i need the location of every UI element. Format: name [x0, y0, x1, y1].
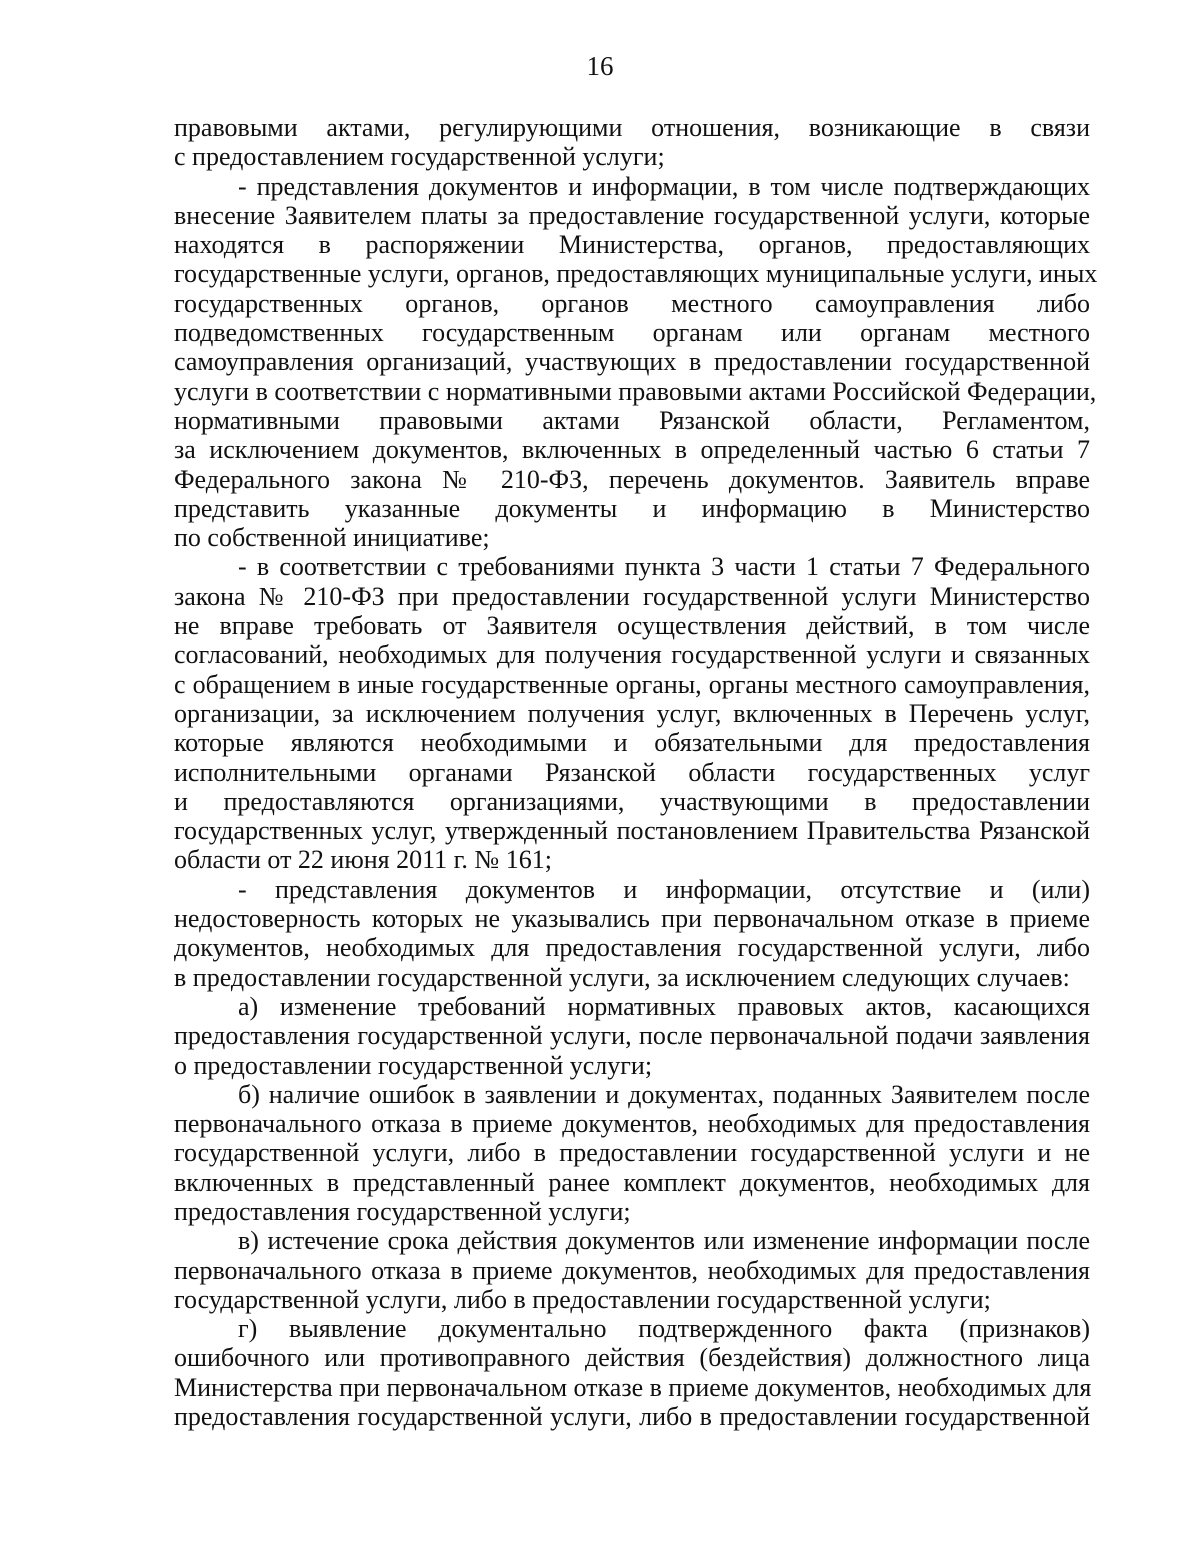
- paragraph: [174, 1226, 1090, 1314]
- text-line: предоставления государственной услуги, после первоначальной подачи заявления: [174, 1021, 1090, 1051]
- text-line: ошибочного или противоправного действия (бездействия) должностного лица: [174, 1343, 1090, 1373]
- paragraph: [174, 1080, 1090, 1226]
- text-line: предоставления государственной услуги;: [174, 1196, 631, 1226]
- text-line: самоуправления организаций, участвующих в предоставлении государственной: [174, 347, 1090, 377]
- text-line: - представления документов и информации, отсутствие и (или): [238, 874, 1090, 904]
- text-line: государственной услуги, либо в предоставлении государственной услуги и не: [174, 1138, 1090, 1168]
- text-line: б) наличие ошибок в заявлении и документах, поданных Заявителем после: [238, 1079, 1090, 1109]
- text-line: государственных услуг, утвержденный постановлением Правительства Рязанской: [174, 816, 1090, 846]
- document-body: [174, 113, 1098, 1432]
- text-line: первоначального отказа в приеме документов, необходимых для предоставления: [174, 1109, 1090, 1139]
- text-line: услуги в соответствии с нормативными правовыми актами Российской Федерации,: [174, 376, 1097, 406]
- page-number: 16: [586, 51, 614, 81]
- text-line: в) истечение срока действия документов или изменение информации после: [238, 1226, 1090, 1256]
- text-line: по собственной инициативе;: [174, 523, 490, 553]
- text-line: г) выявление документально подтвержденного факта (признаков): [238, 1314, 1090, 1344]
- text-line: и предоставляются организациями, участвующими в предоставлении: [174, 786, 1090, 816]
- text-line: правовыми актами, регулирующими отношения, возникающие в связи: [174, 113, 1090, 142]
- text-line: внесение Заявителем платы за предоставление государственной услуги, которые: [174, 200, 1090, 230]
- text-line: - представления документов и информации, в том числе подтверждающих: [238, 171, 1090, 201]
- paragraph: [174, 552, 1090, 874]
- text-line: Федерального закона № 210-ФЗ, перечень документов. Заявитель вправе: [174, 464, 1090, 494]
- paragraph: [174, 992, 1090, 1080]
- text-line: о предоставлении государственной услуги;: [174, 1050, 653, 1080]
- text-line: находятся в распоряжении Министерства, органов, предоставляющих: [174, 230, 1090, 260]
- text-line: за исключением документов, включенных в определенный частью 6 статьи 7: [174, 435, 1090, 465]
- text-line: включенных в представленный ранее комплект документов, необходимых для: [174, 1167, 1090, 1197]
- text-line: - в соответствии с требованиями пункта 3 части 1 статьи 7 Федерального: [238, 552, 1090, 582]
- text-line: представить указанные документы и информацию в Министерство: [174, 493, 1090, 523]
- text-line: подведомственных государственным органам или органам местного: [174, 318, 1090, 348]
- text-line: организации, за исключением получения услуг, включенных в Перечень услуг,: [174, 698, 1090, 728]
- paragraph: [174, 875, 1090, 992]
- text-line: с предоставлением государственной услуги;: [174, 142, 665, 172]
- text-line: нормативными правовыми актами Рязанской области, Регламентом,: [174, 405, 1090, 435]
- text-line: согласований, необходимых для получения государственной услуги и связанных: [174, 640, 1090, 670]
- text-line: предоставления государственной услуги, либо в предоставлении государственной: [174, 1402, 1090, 1432]
- paragraph: [174, 113, 1090, 172]
- text-line: Министерства при первоначальном отказе в приеме документов, необходимых для: [174, 1372, 1092, 1402]
- text-line: государственных органов, органов местного самоуправления либо: [174, 288, 1090, 318]
- text-line: а) изменение требований нормативных правовых актов, касающихся: [238, 991, 1090, 1021]
- text-line: области от 22 июня 2011 г. № 161;: [174, 845, 552, 875]
- paragraph: [174, 1314, 1090, 1431]
- text-line: государственной услуги, либо в предоставлении государственной услуги;: [174, 1284, 991, 1314]
- paragraph: [174, 171, 1098, 553]
- text-line: исполнительными органами Рязанской области государственных услуг: [174, 757, 1090, 787]
- text-line: государственные услуги, органов, предоставляющих муниципальные услуги, иных: [174, 259, 1098, 289]
- text-line: закона № 210-ФЗ при предоставлении государственной услуги Министерство: [174, 581, 1090, 611]
- text-line: первоначального отказа в приеме документов, необходимых для предоставления: [174, 1255, 1090, 1285]
- text-line: в предоставлении государственной услуги, за исключением следующих случаев:: [174, 962, 1070, 992]
- text-line: недостоверность которых не указывались при первоначальном отказе в приеме: [174, 904, 1090, 934]
- text-line: не вправе требовать от Заявителя осуществления действий, в том числе: [174, 611, 1090, 641]
- text-line: с обращением в иные государственные органы, органы местного самоуправления,: [174, 669, 1090, 699]
- text-line: которые являются необходимыми и обязательными для предоставления: [174, 728, 1090, 758]
- text-line: документов, необходимых для предоставления государственной услуги, либо: [174, 933, 1090, 963]
